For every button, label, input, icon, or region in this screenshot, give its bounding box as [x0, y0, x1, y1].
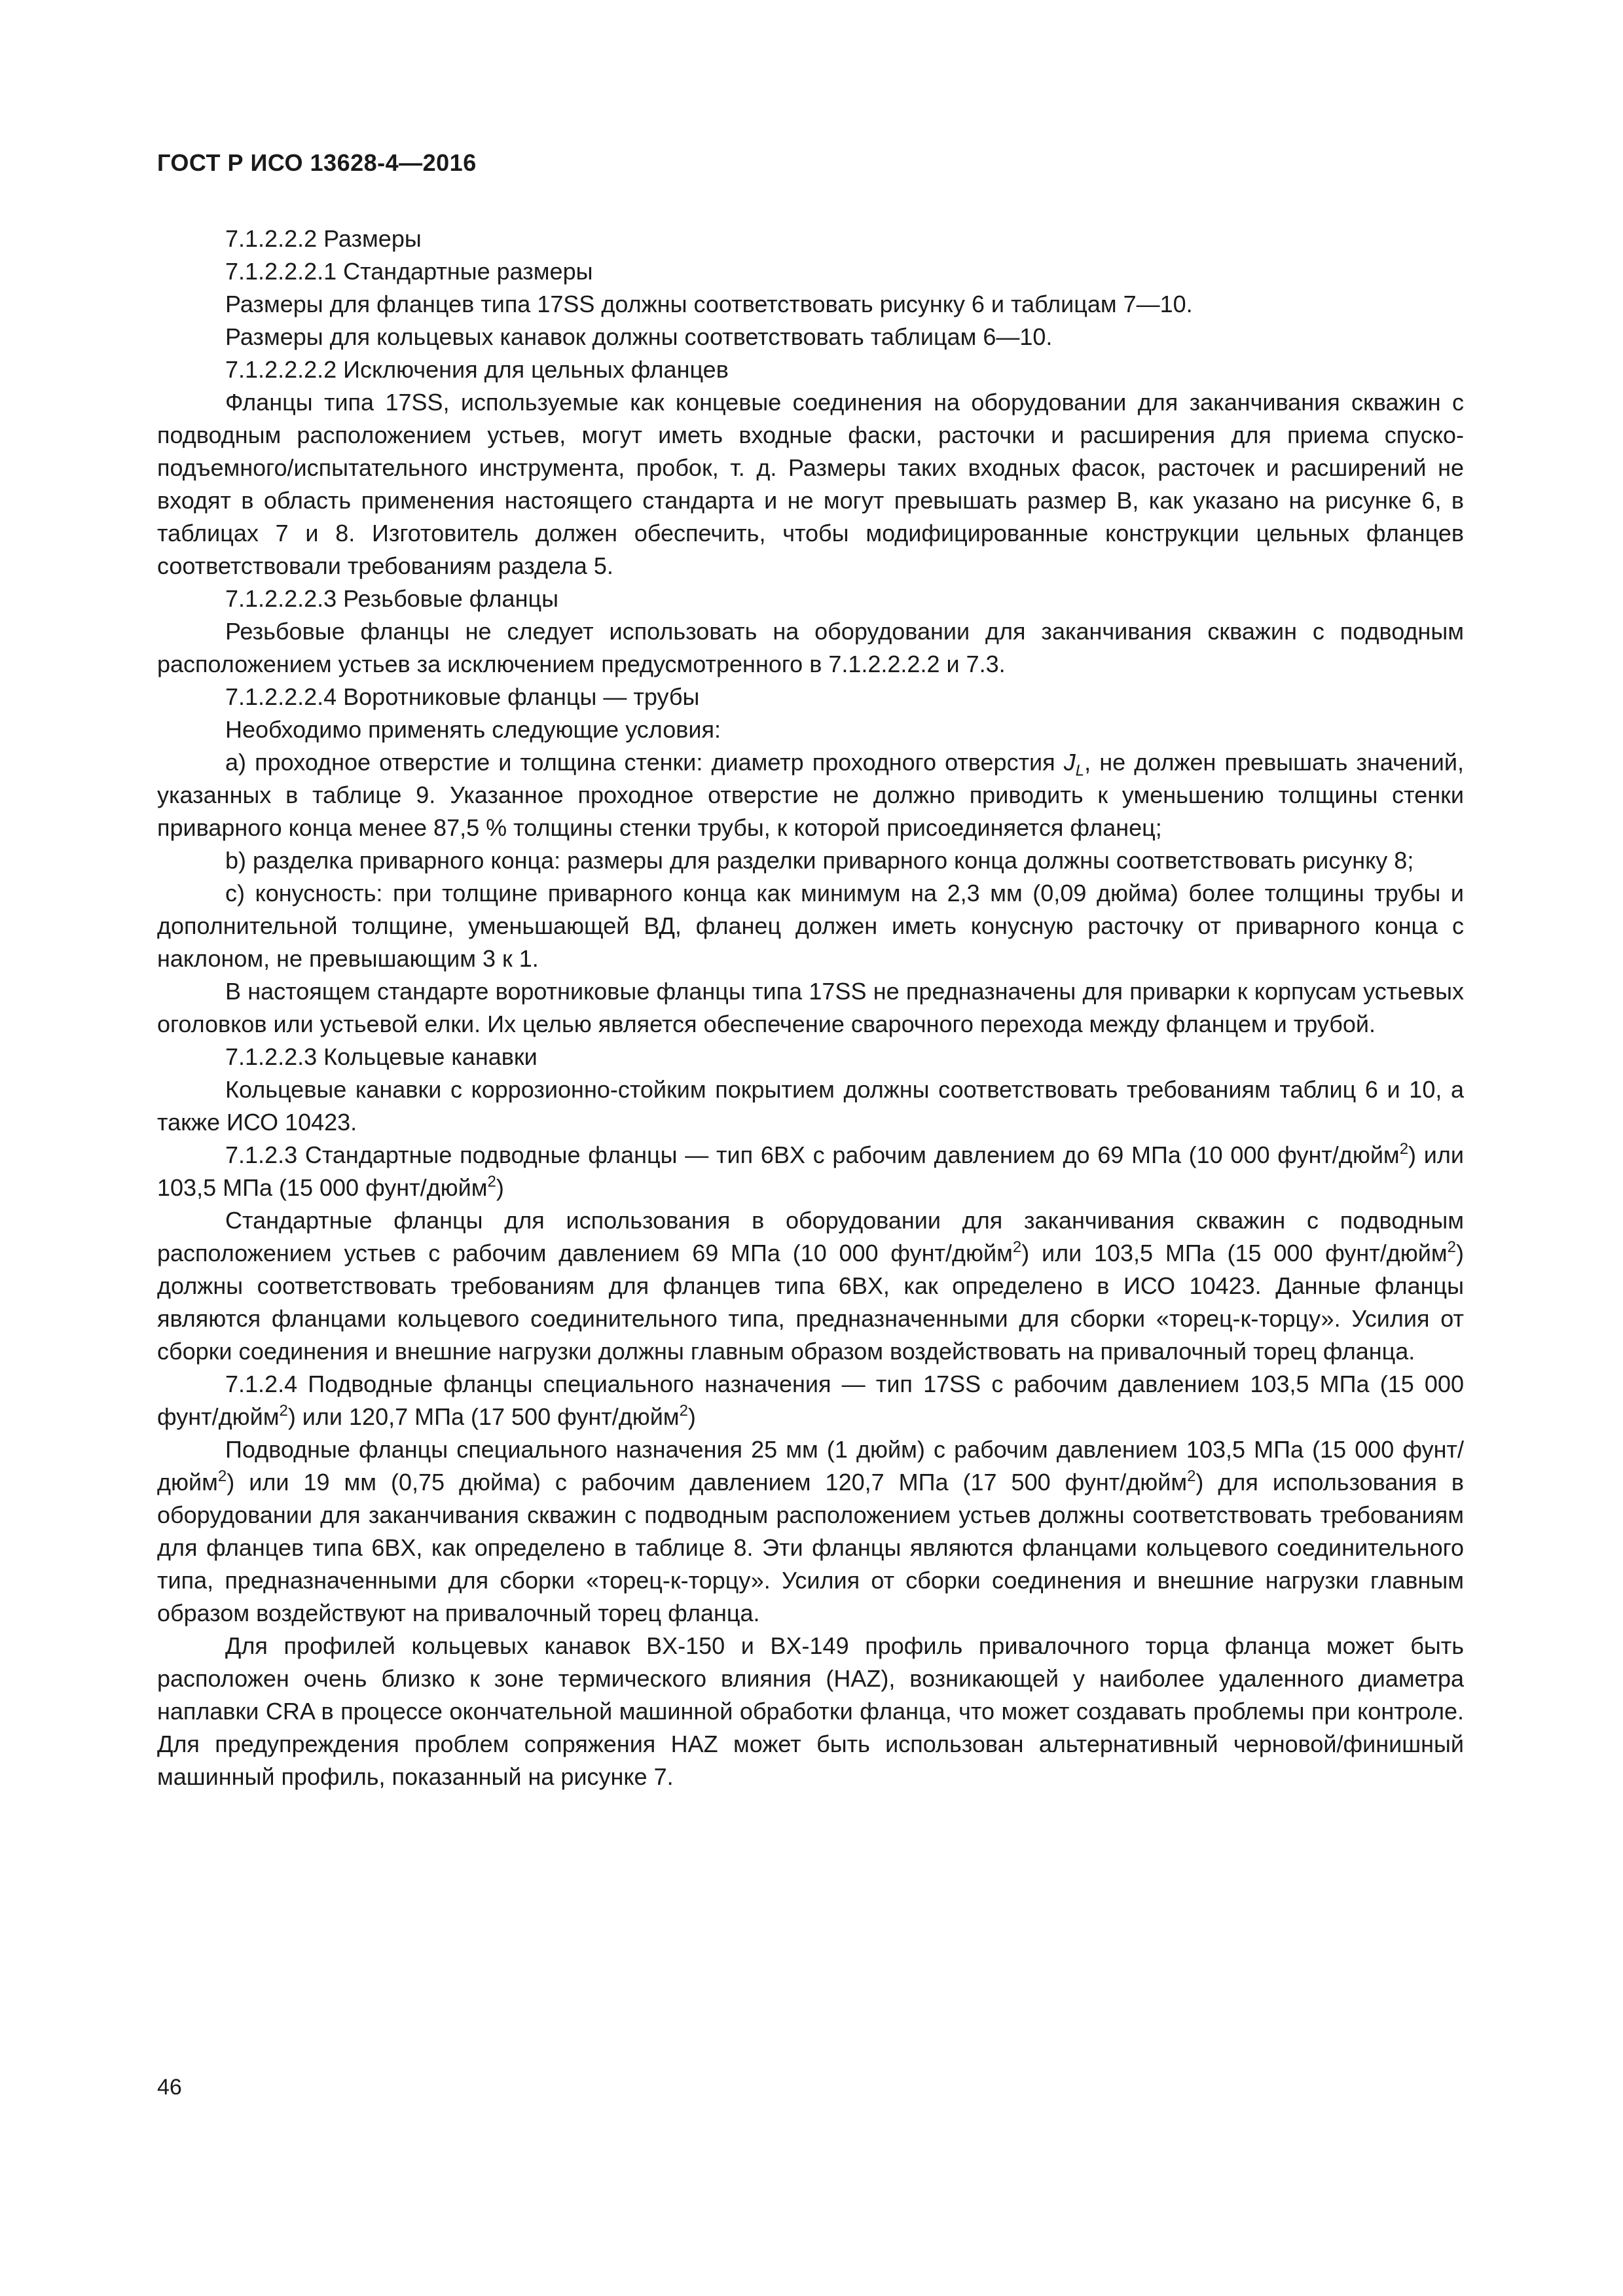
heading-threaded-flanges: 7.1.2.2.2.3 Резьбовые фланцы — [225, 585, 558, 612]
superscript: 2 — [1447, 1238, 1456, 1256]
paragraph — [157, 1433, 1464, 1630]
superscript: 2 — [487, 1173, 496, 1191]
text-run: ) должны соответствовать требованиям для фланцев типа 6BX, как определено в ИСО 10423. Данные фланцы являются фланцами кольцевого соединительного типа, предназначенными для сборки «торец-к-торцу». Усилия от сборки соединения и внешние нагрузки должны главным образом воздействовать на привалочный торец фланца. — [157, 1240, 1464, 1365]
heading-standard-subsea-flanges — [157, 1139, 1464, 1204]
superscript: 2 — [279, 1402, 288, 1420]
heading-dimensions: 7.1.2.2.2 Размеры — [225, 225, 422, 252]
paragraph: Размеры для фланцев типа 17SS должны соответствовать рисунку 6 и таблицам 7—10. — [225, 291, 1193, 317]
document-body — [157, 223, 1464, 1793]
list-item-a — [157, 746, 1464, 844]
superscript: 2 — [1012, 1238, 1022, 1256]
list-item-c: c) конусность: при толщине приварного конца как минимум на 2,3 мм (0,09 дюйма) более толщины трубы и дополнительной толщине, уменьшающей ВД, фланец должен иметь конусную расточку от приварного конца с наклоном, не превышающим 3 к 1. — [157, 880, 1464, 972]
superscript: 2 — [1187, 1467, 1196, 1485]
list-item-b: b) разделка приварного конца: размеры для разделки приварного конца должны соответствовать рисунку 8; — [225, 847, 1414, 874]
text-run: 7.1.2.3 Стандартные подводные фланцы — тип 6BX с рабочим давлением до 69 МПа (10 000 фунт/дюйм — [225, 1141, 1400, 1168]
text-run: , не должен превышать значений, указанных в таблице 9. Указанное проходное отверстие не должно приводить к уменьшению толщины стенки приварного конца менее 87,5 % толщины стенки трубы, к которой присоединяется фланец; — [157, 749, 1465, 841]
symbol-j: J — [1063, 749, 1076, 776]
paragraph — [157, 1204, 1464, 1368]
text-run: a) проходное отверстие и толщина стенки: диаметр проходного отверстия — [225, 749, 1064, 776]
paragraph: Фланцы типа 17SS, используемые как концевые соединения на оборудовании для заканчивания скважин с подводным расположением устьев, могут иметь входные фаски, расточки и расширения для приема спуско-подъемного/испытательного инструмента, пробок, т. д. Размеры таких входных фасок, расточек и расширений не входят в область применения настоящего стандарта и не могут превышать размер B, как указано на рисунке 6, в таблицах 7 и 8. Изготовитель должен обеспечить, чтобы модифицированные конструкции цельных фланцев соответствовали требованиям раздела 5. — [157, 389, 1464, 579]
heading-ring-grooves: 7.1.2.2.3 Кольцевые канавки — [225, 1043, 538, 1070]
superscript: 2 — [217, 1467, 227, 1485]
text-run: ) для использования в оборудовании для заканчивания скважин с подводным расположением устьев должны соответствовать требованиям для фланцев типа 6BX, как определено в таблице 8. Эти фланцы являются фланцами кольцевого соединительного типа, предназначенными для сборки «торец-к-торцу». Усилия от сборки соединения и внешние нагрузки главным образом воздействуют на привалочный торец фланца. — [157, 1469, 1464, 1626]
superscript: 2 — [1399, 1140, 1409, 1158]
paragraph: Резьбовые фланцы не следует использовать на оборудовании для заканчивания скважин с подводным расположением устьев за исключением предусмотренного в 7.1.2.2.2.2 и 7.3. — [157, 618, 1464, 677]
superscript: 2 — [679, 1402, 688, 1420]
text-run: ) или 120,7 МПа (17 500 фунт/дюйм — [287, 1403, 680, 1430]
text-run: Стандартные фланцы для использования в оборудовании для заканчивания скважин с подводным расположением устьев с рабочим давлением 69 МПа (10 000 фунт/дюйм — [157, 1207, 1464, 1266]
symbol-l: L — [1075, 762, 1085, 780]
paragraph: Кольцевые канавки с коррозионно-стойким покрытием должны соответствовать требованиям таблиц 6 и 10, а также ИСО 10423. — [157, 1076, 1464, 1136]
text-run: ) или 103,5 МПа (15 000 фунт/дюйм — [1021, 1240, 1448, 1266]
heading-exceptions: 7.1.2.2.2.2 Исключения для цельных фланцев — [225, 356, 729, 383]
page-number: 46 — [157, 2075, 182, 2100]
text-run: ) — [687, 1403, 696, 1430]
text-run: Подводные фланцы специального назначения 25 мм (1 дюйм) с рабочим давлением 103,5 МПа (15 000 фунт/дюйм — [157, 1436, 1464, 1496]
heading-standard-dimensions: 7.1.2.2.2.1 Стандартные размеры — [225, 258, 593, 285]
paragraph: Размеры для кольцевых канавок должны соответствовать таблицам 6—10. — [225, 323, 1053, 350]
paragraph: В настоящем стандарте воротниковые фланцы типа 17SS не предназначены для приварки к корпусам устьевых оголовков или устьевой елки. Их целью является обеспечение сварочного перехода между фланцем и трубой. — [157, 978, 1464, 1037]
text-run: ) — [496, 1174, 504, 1201]
document-header: ГОСТ Р ИСО 13628-4—2016 — [157, 149, 477, 176]
text-run: 7.1.2.4 Подводные фланцы специального назначения — тип 17SS с рабочим давлением 103,5 МПа (15 000 фунт/дюйм — [157, 1371, 1464, 1430]
heading-special-subsea-flanges — [157, 1368, 1464, 1433]
text-run: ) или 103,5 МПа (15 000 фунт/дюйм — [157, 1141, 1465, 1201]
paragraph: Для профилей кольцевых канавок BX-150 и BX-149 профиль привалочного торца фланца может быть расположен очень близко к зоне термического влияния (HAZ), возникающей у наиболее удаленного диаметра наплавки CRA в процессе окончательной машинной обработки фланца, что может создавать проблемы при контроле. Для предупреждения проблем сопряжения HAZ может быть использован альтернативный черновой/финишный машинный профиль, показанный на рисунке 7. — [157, 1632, 1464, 1790]
text-run: ) или 19 мм (0,75 дюйма) с рабочим давлением 120,7 МПа (17 500 фунт/дюйм — [227, 1469, 1188, 1496]
paragraph: Необходимо применять следующие условия: — [225, 716, 721, 743]
heading-weld-neck-flanges: 7.1.2.2.2.4 Воротниковые фланцы — трубы — [225, 683, 700, 710]
